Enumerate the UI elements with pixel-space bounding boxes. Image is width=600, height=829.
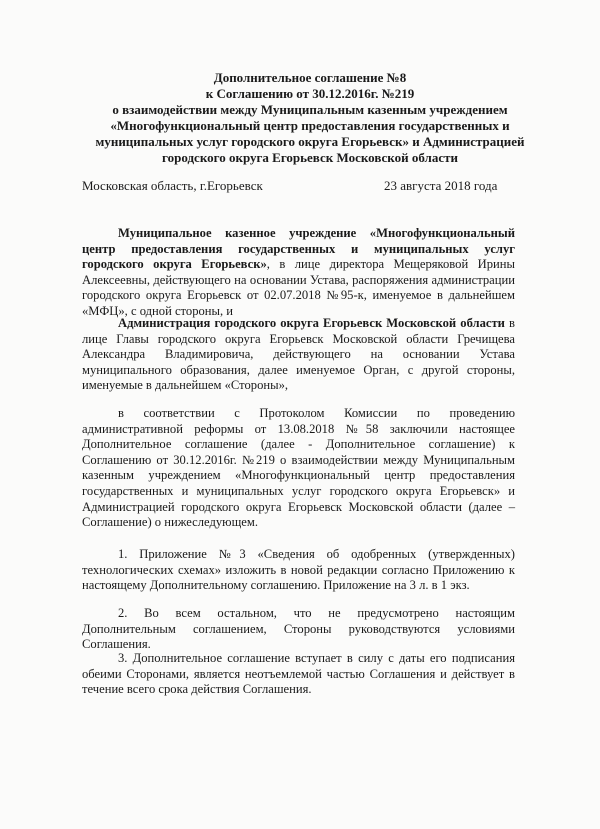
paragraph-administration-party (82, 316, 515, 394)
document-place: Московская область, г.Егорьевск (82, 178, 263, 193)
mfc-party-details: , в лице директора Мещеряковой Ирины Алексеевны, действующего на основании Устава, распоряжения администрации городского округа Егорьевск от 02.07.2018 №95-к, именуемое в дальнейшем «МФЦ», с одной стороны, и (82, 257, 515, 318)
title-line-6: городского округа Егорьевск Московской области (162, 150, 458, 165)
title-line-5: муниципальных услуг городского округа Егорьевск» и Администрацией (95, 134, 525, 149)
mfc-party-name: Муниципальное казенное учреждение «Многофункциональный центр предоставления государственных и муниципальных услуг городского округа Егорьевск» (82, 226, 515, 272)
clause-1: 1. Приложение №3 «Сведения об одобренных (утвержденных) технологических схемах» изложить в новой редакции согласно Приложению к настоящему Дополнительному соглашению. Приложение на 3 л. в 1 экз. (82, 547, 515, 593)
document-title (90, 70, 530, 166)
title-line-1: Дополнительное соглашение №8 (213, 70, 407, 85)
document-date: 23 августа 2018 года (384, 178, 498, 193)
clause-3: 3. Дополнительное соглашение вступает в силу с даты его подписания обеими Сторонами, является неотъемлемой частью Соглашения и действует в течение всего срока действия Соглашения. (82, 651, 515, 697)
clause-2: 2. Во всем остальном, что не предусмотрено настоящим Дополнительным соглашением, Стороны руководствуются условиями Соглашения. (82, 606, 515, 652)
paragraph-mfc-party (82, 226, 515, 320)
title-line-3: о взаимодействии между Муниципальным казенным учреждением (112, 102, 508, 117)
administration-party-details: в лице Главы городского округа Егорьевск Московской области Гречищева Александра Владимировича, действующего на основании Устава муниципального образования, далее именуемое Орган, с другой стороны, именуемые в дальнейшем «Стороны», (82, 316, 515, 393)
title-line-4: «Многофункциональный центр предоставления государственных и (110, 118, 510, 133)
paragraph-preamble: в соответствии с Протоколом Комиссии по проведению административной реформы от 13.08.2018 №58 заключили настоящее Дополнительное соглашение (далее - Дополнительное соглашение) к Соглашению от 30.12.2016г. №219 о взаимодействии между Муниципальным казенным учреждением «Многофункциональный центр предоставления государственных и муниципальных услуг городского округа Егорьевск» и Администрацией городского округа Егорьевск Московской области (далее – Соглашение) о нижеследующем. (82, 406, 515, 530)
title-line-2: к Соглашению от 30.12.2016г. №219 (205, 86, 415, 101)
administration-party-name: Администрация городского округа Егорьевск Московской области (118, 316, 505, 330)
